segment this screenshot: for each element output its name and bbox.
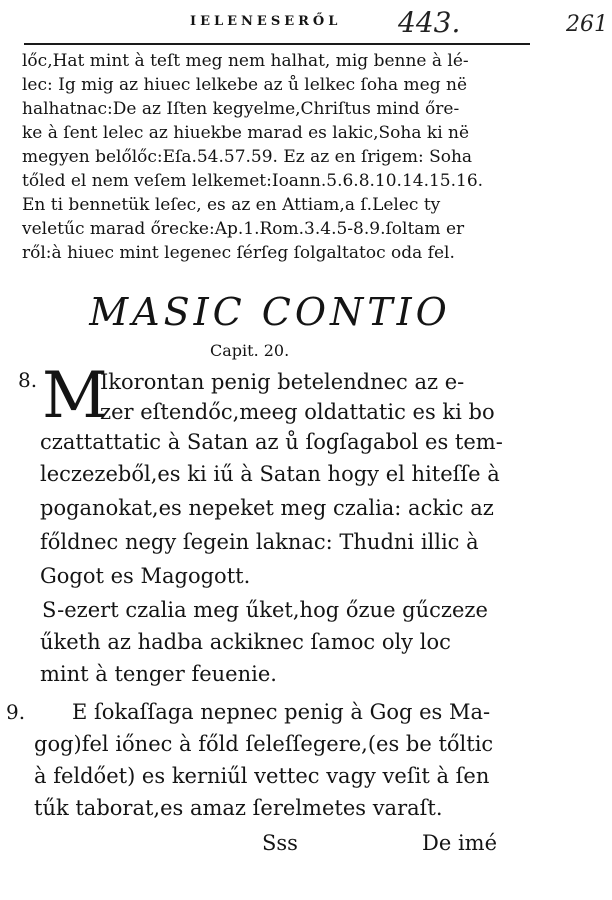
body-line: ke à ſent lelec az hiuekbe marad es lakic,Soha ki në (22, 123, 470, 143)
verse-line: űketh az hadba ackiknec ſamoc oly loc (40, 630, 451, 654)
verse-line: poganokat,es nepeket meg czalia: ackic az (40, 496, 494, 520)
signature-mark: Sss (262, 831, 298, 855)
verse-line: gog)fel iőnec à főld ſeleſſegere,(es be tőltic (34, 732, 494, 756)
verse-line: S-ezert czalia meg űket,hog őzue gűczeze (42, 598, 488, 622)
verse-line: tűk taborat,es amaz ſerelmetes varaſt. (34, 796, 443, 820)
body-line: megyen belőlőc:Eſa.54.57.59. Ez az en ſrigem: Soha (22, 147, 473, 167)
verse-number: 9. (6, 700, 26, 724)
verse-line: zer eſtendőc,meeg oldattatic es ki bo (100, 400, 495, 424)
running-head: IELENESERŐL (190, 14, 342, 29)
handwritten-folio-number: 443. (398, 6, 461, 39)
verse-line: leczezeből,es ki iű à Satan hogy el hiteſſe à (40, 462, 500, 486)
handwritten-corner-number: 261 (566, 12, 608, 37)
verse-line: czattattatic à Satan az ů ſogſagabol es tem- (40, 430, 503, 454)
verse-line: mint à tenger feuenie. (40, 662, 277, 686)
body-line: En ti bennetük leſec, es az en Attiam,a ſ.Lelec ty (22, 195, 441, 215)
chapter-heading: Capit. 20. (210, 341, 290, 360)
header-rule (24, 43, 530, 45)
verse-line: Gogot es Magogott. (40, 564, 251, 588)
body-line: veletűc marad őrecke:Ap.1.Rom.3.4.5-8.9.ſoltam er (22, 219, 465, 239)
body-line: lőc,Hat mint à teſt meg nem halhat, mig benne à lé- (22, 51, 469, 71)
verse-line: E ſokaſſaga nepnec penig à Gog es Ma- (72, 700, 491, 724)
drop-cap: M (42, 359, 108, 433)
verse-line: à feldőet) es kerniűl vettec vagy veſit à ſen (34, 764, 490, 788)
verse-line: Ikorontan penig betelendnec az e- (100, 370, 465, 394)
body-line: lec: Ig mig az hiuec lelkebe az ů lelkec ſoha meg në (22, 75, 468, 95)
verse-number: 8. (18, 368, 38, 392)
body-line: ről:à hiuec mint legenec ſérſeg ſolgaltatoc oda fel. (22, 243, 455, 263)
verse-line: főldnec negy ſegein laknac: Thudni illic à (40, 530, 479, 554)
section-title: MASIC CONTIO (89, 290, 451, 334)
catchword: De imé (422, 831, 497, 855)
body-line: halhatnac:De az Iſten kegyelme,Chriſtus mind őre- (22, 99, 460, 119)
body-line: tőled el nem veſem lelkemet:Ioann.5.6.8.10.14.15.16. (22, 171, 484, 191)
